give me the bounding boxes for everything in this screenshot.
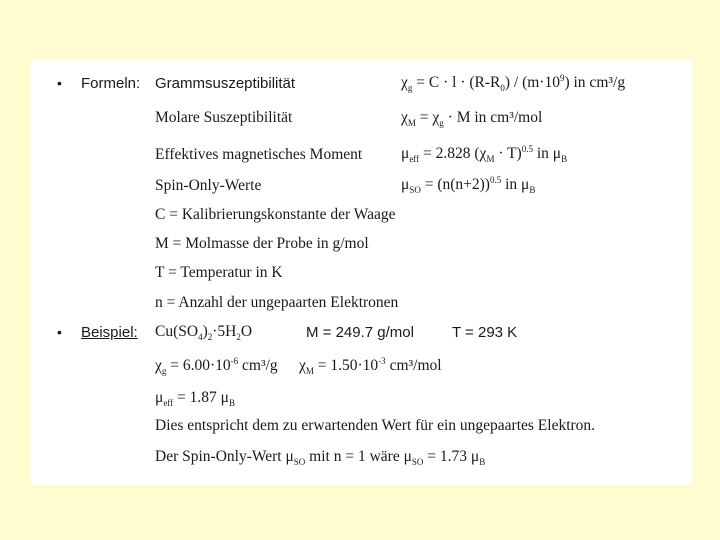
formula-mu-eff: $\mu_{eff} = 2.828$ $(\chi_M \cdot T)^{0.5}$ in $\mu_B$	[401, 143, 568, 165]
example-heading: Beispiel:	[81, 324, 138, 341]
note-m: M = Molmasse der Probe in g/mol	[155, 235, 369, 252]
formulas-heading: Formeln:	[81, 75, 141, 92]
example-temperature: T = 293 K	[452, 324, 518, 341]
formula-chi-g: $\chi_g = C \cdot l \cdot (R-R_0) / (m\cdot 10^9)$ in cm³/g	[401, 72, 626, 94]
example-conclusion: Dies entspricht dem zu erwartenden Wert für ein ungepaartes Elektron.	[155, 417, 596, 434]
example-molar-mass: M = 249.7 g/mol	[306, 324, 414, 341]
note-n: n = Anzahl der ungepaarten Elektronen	[155, 294, 399, 311]
document-sheet	[31, 60, 693, 485]
bullet-formulas: •	[57, 75, 62, 91]
formula-chi-m: $\chi_M = \chi_g \cdot M$ in cm³/mol	[401, 109, 543, 129]
label-molare-suszeptibilitaet: Molare Suszeptibilität	[155, 109, 293, 126]
example-chi-m: $\chi_M = 1.50\cdot 10^{-3}$ cm³/mol	[299, 355, 442, 377]
label-effektives-moment: Effektives magnetisches Moment	[155, 146, 363, 163]
label-grammsuszeptibilitaet: Grammsuszeptibilität	[155, 75, 296, 92]
bullet-example: •	[57, 324, 62, 340]
example-compound: $Cu(SO_4)_2\cdot 5H_2O$	[155, 323, 253, 343]
label-spin-only: Spin-Only-Werte	[155, 177, 262, 194]
note-t: T = Temperatur in K	[155, 264, 283, 281]
example-mu-eff: $\mu_{eff} = 1.87$ $\mu_B$	[155, 389, 235, 409]
note-c: C = Kalibrierungskonstante der Waage	[155, 206, 396, 223]
formula-mu-so: $\mu_{SO} = (n(n+2))^{0.5}$ in $\mu_B$	[401, 174, 536, 196]
example-spin-only: Der Spin-Only-Wert $\mu_{SO}$ mit n = 1 wäre $\mu_{SO} = 1.73$ $\mu_B$	[155, 448, 486, 468]
example-chi-g: $\chi_g = 6.00\cdot 10^{-6}$ cm³/g	[155, 355, 278, 377]
